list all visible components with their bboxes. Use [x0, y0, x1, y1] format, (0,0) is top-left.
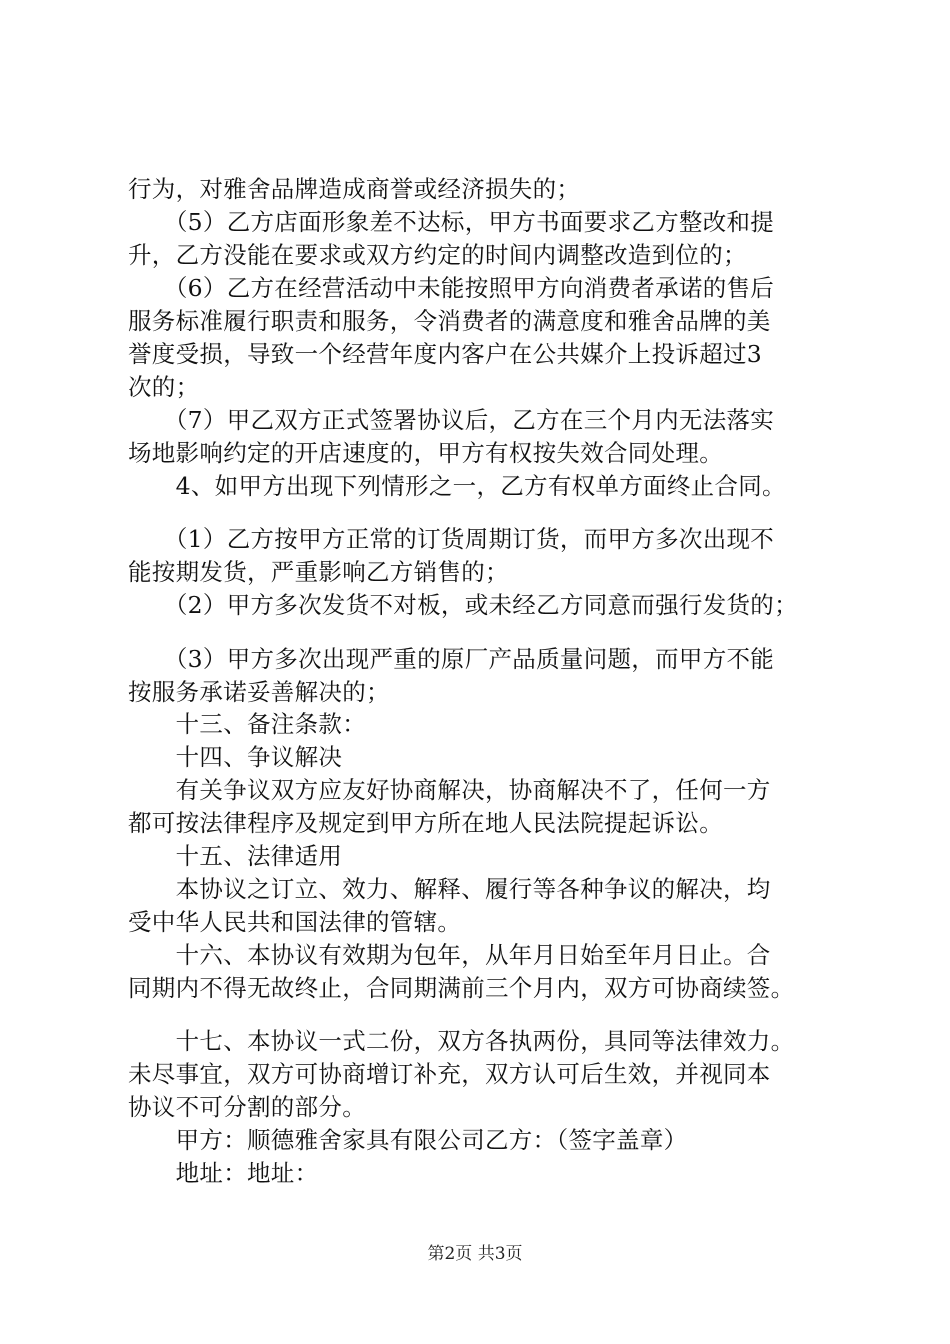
- text-line: 十三、备注条款：: [128, 710, 366, 738]
- text-line: 能按期发货，严重影响乙方销售的；: [128, 558, 509, 586]
- text-line: 十六、本协议有效期为包年，从年月日始至年月日止。合: [128, 941, 771, 969]
- text-line: （7）甲乙双方正式签署协议后，乙方在三个月内无法落实: [128, 406, 775, 434]
- text-line: 十五、法律适用: [128, 842, 343, 870]
- text-line: 场地影响约定的开店速度的，甲方有权按失效合同处理。: [128, 439, 723, 467]
- text-line: （3）甲方多次出现严重的原厂产品质量问题，而甲方不能: [128, 645, 775, 673]
- text-line: 誉度受损，导致一个经营年度内客户在公共媒介上投诉超过3: [128, 340, 763, 368]
- text-line: 地址：地址：: [128, 1159, 319, 1187]
- text-line: 有关争议双方应友好协商解决，协商解决不了，任何一方: [128, 776, 771, 804]
- text-line: 行为，对雅舍品牌造成商誉或经济损失的；: [128, 175, 581, 203]
- text-line: （5）乙方店面形象差不达标，甲方书面要求乙方整改和提: [128, 208, 775, 236]
- text-line: 同期内不得无故终止，合同期满前三个月内，双方可协商续签。: [128, 974, 795, 1002]
- text-line: 十四、争议解决: [128, 743, 343, 771]
- text-line: 4、如甲方出现下列情形之一，乙方有权单方面终止合同。: [128, 472, 786, 500]
- text-line: 服务标准履行职责和服务，令消费者的满意度和雅舍品牌的美: [128, 307, 771, 335]
- text-line: 十七、本协议一式二份，双方各执两份，具同等法律效力。: [128, 1027, 795, 1055]
- text-line: 甲方：顺德雅舍家具有限公司乙方：（签字盖章）: [128, 1126, 688, 1154]
- text-line: 按服务承诺妥善解决的；: [128, 678, 390, 706]
- text-line: 本协议之订立、效力、解释、履行等各种争议的解决，均: [128, 875, 771, 903]
- text-line: 受中华人民共和国法律的管辖。: [128, 908, 462, 936]
- text-line: （6）乙方在经营活动中未能按照甲方向消费者承诺的售后: [128, 274, 775, 302]
- text-line: 都可按法律程序及规定到甲方所在地人民法院提起诉讼。: [128, 809, 723, 837]
- text-line: （1）乙方按甲方正常的订货周期订货，而甲方多次出现不: [128, 525, 775, 553]
- text-line: 协议不可分割的部分。: [128, 1093, 366, 1121]
- text-line: 次的；: [128, 373, 200, 401]
- page-number-footer: 第2页 共3页: [427, 1244, 523, 1264]
- text-line: 升，乙方没能在要求或双方约定的时间内调整改造到位的；: [128, 241, 747, 269]
- text-line: （2）甲方多次发货不对板，或未经乙方同意而强行发货的；: [128, 591, 798, 619]
- text-line: 未尽事宜，双方可协商增订补充，双方认可后生效，并视同本: [128, 1060, 771, 1088]
